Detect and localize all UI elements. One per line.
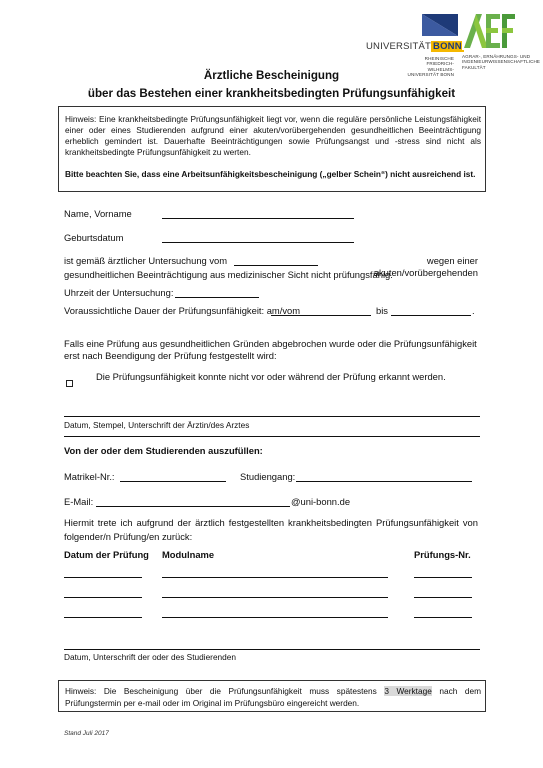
deadline-highlight: 3 Werktage xyxy=(384,686,432,696)
university-name: UNIVERSITÄT BONN xyxy=(366,41,462,52)
name-label: Name, Vorname xyxy=(64,208,132,219)
row1-number-field[interactable] xyxy=(414,577,472,578)
row1-date-field[interactable] xyxy=(64,577,142,578)
course-field[interactable] xyxy=(296,481,472,482)
footer-notice-box xyxy=(58,680,486,712)
student-section-heading: Von der oder dem Studierenden auszufüllen: xyxy=(64,445,263,456)
document-version: Stand Juli 2017 xyxy=(64,730,109,737)
exam-time-label: Uhrzeit der Untersuchung: xyxy=(64,287,174,298)
exam-time-field[interactable] xyxy=(175,297,259,298)
matrikel-field[interactable] xyxy=(120,481,226,482)
row3-number-field[interactable] xyxy=(414,617,472,618)
footer-notice-text: Hinweis: Die Bescheinigung über die Prüfungsunfähigkeit muss spätestens 3 Werktage nach dem Prüfungstermin per e-mail oder im Original im Prüfungsbüro eingereicht werden. xyxy=(65,686,481,708)
duration-from-field[interactable] xyxy=(271,315,371,316)
birthdate-field[interactable] xyxy=(162,242,354,243)
row2-date-field[interactable] xyxy=(64,597,142,598)
exam-date-field[interactable] xyxy=(234,265,318,266)
faculty-logo xyxy=(462,12,541,76)
duration-period: . xyxy=(472,305,475,316)
column-exam-number: Prüfungs-Nr. xyxy=(414,549,471,560)
duration-label: Voraussichtliche Dauer der Prüfungsunfähigkeit: am/vom xyxy=(64,305,301,316)
section-divider xyxy=(64,436,480,437)
row2-module-field[interactable] xyxy=(162,597,388,598)
row3-module-field[interactable] xyxy=(162,617,388,618)
abort-checkbox-label: Die Prüfungsunfähigkeit konnte nicht vor oder während der Prüfung erkannt werden. xyxy=(96,371,446,382)
university-logo xyxy=(366,14,462,78)
faculty-logo-text: AGRAR-, ERNÄHRUNGS- UND INGENIEURWISSENSCHAFTLICHE FAKULTÄT xyxy=(462,54,541,70)
notice-bold-text: Bitte beachten Sie, dass eine Arbeitsunfähigkeitsbescheinigung („gelber Schein“) nicht ausreichend ist. xyxy=(65,169,476,179)
exam-date-text-2: wegen einer akuten/vorübergehenden xyxy=(373,255,478,278)
birthdate-label: Geburtsdatum xyxy=(64,232,124,243)
row1-module-field[interactable] xyxy=(162,577,388,578)
withdraw-text: Hiermit trete ich aufgrund der ärztlich festgestellten krankheitsbedingten Prüfungsunfähigkeit von folgender/n Prüfung/en zurück: xyxy=(64,517,478,542)
document-title: Ärztliche Bescheinigung xyxy=(203,69,340,82)
university-logo-mark xyxy=(422,14,458,36)
doctor-signature-line[interactable] xyxy=(64,416,480,417)
notice-text: Hinweis: Eine krankheitsbedingte Prüfungsunfähigkeit liegt vor, wenn die reguläre persönliche Leistungsfähigkeit einer oder eines Studierenden aufgrund einer akuten/vorübergehenden gesundheitlichen Beeinträchtigung erheblich gemindert ist. Dauerhafte Beeinträchtigungen sowie Prüfungsangst und -stress sind nicht als krankheitsbedingte Prüfungsunfähigkeit zu werten. xyxy=(65,114,481,157)
email-label: E-Mail: xyxy=(64,496,94,507)
column-module-name: Modulname xyxy=(162,549,215,560)
email-suffix: @uni-bonn.de xyxy=(291,496,351,507)
duration-to-field[interactable] xyxy=(391,315,471,316)
email-field[interactable] xyxy=(96,506,290,507)
aef-logo-mark xyxy=(462,12,516,50)
row3-date-field[interactable] xyxy=(64,617,142,618)
column-exam-date: Datum der Prüfung xyxy=(64,549,149,560)
doctor-signature-label: Datum, Stempel, Unterschrift der Ärztin/des Arztes xyxy=(64,420,250,430)
exam-line-2: gesundheitlichen Beeinträchtigung aus medizinischer Sicht nicht prüfungsfähig. xyxy=(64,269,393,280)
matrikel-label: Matrikel-Nr.: xyxy=(64,471,115,482)
abort-text: Falls eine Prüfung aus gesundheitlichen Gründen abgebrochen wurde oder die Prüfungsunfähigkeit erst nach Beendigung der Prüfung festgestellt wird: xyxy=(64,338,477,361)
exam-date-text: ist gemäß ärztlicher Untersuchung vom xyxy=(64,255,228,266)
document-subtitle: über das Bestehen einer krankheitsbedingten Prüfungsunfähigkeit xyxy=(87,87,456,100)
row2-number-field[interactable] xyxy=(414,597,472,598)
student-signature-line[interactable] xyxy=(64,649,480,650)
notice-box xyxy=(58,106,486,192)
duration-to-label: bis xyxy=(376,305,388,316)
student-signature-label: Datum, Unterschrift der oder des Studierenden xyxy=(64,652,237,662)
abort-checkbox[interactable] xyxy=(66,374,73,392)
name-field[interactable] xyxy=(162,218,354,219)
course-label: Studiengang: xyxy=(240,471,296,482)
university-subline: RHEINISCHE FRIEDRICH-WILHELMS- UNIVERSITÄT BONN xyxy=(407,56,454,78)
